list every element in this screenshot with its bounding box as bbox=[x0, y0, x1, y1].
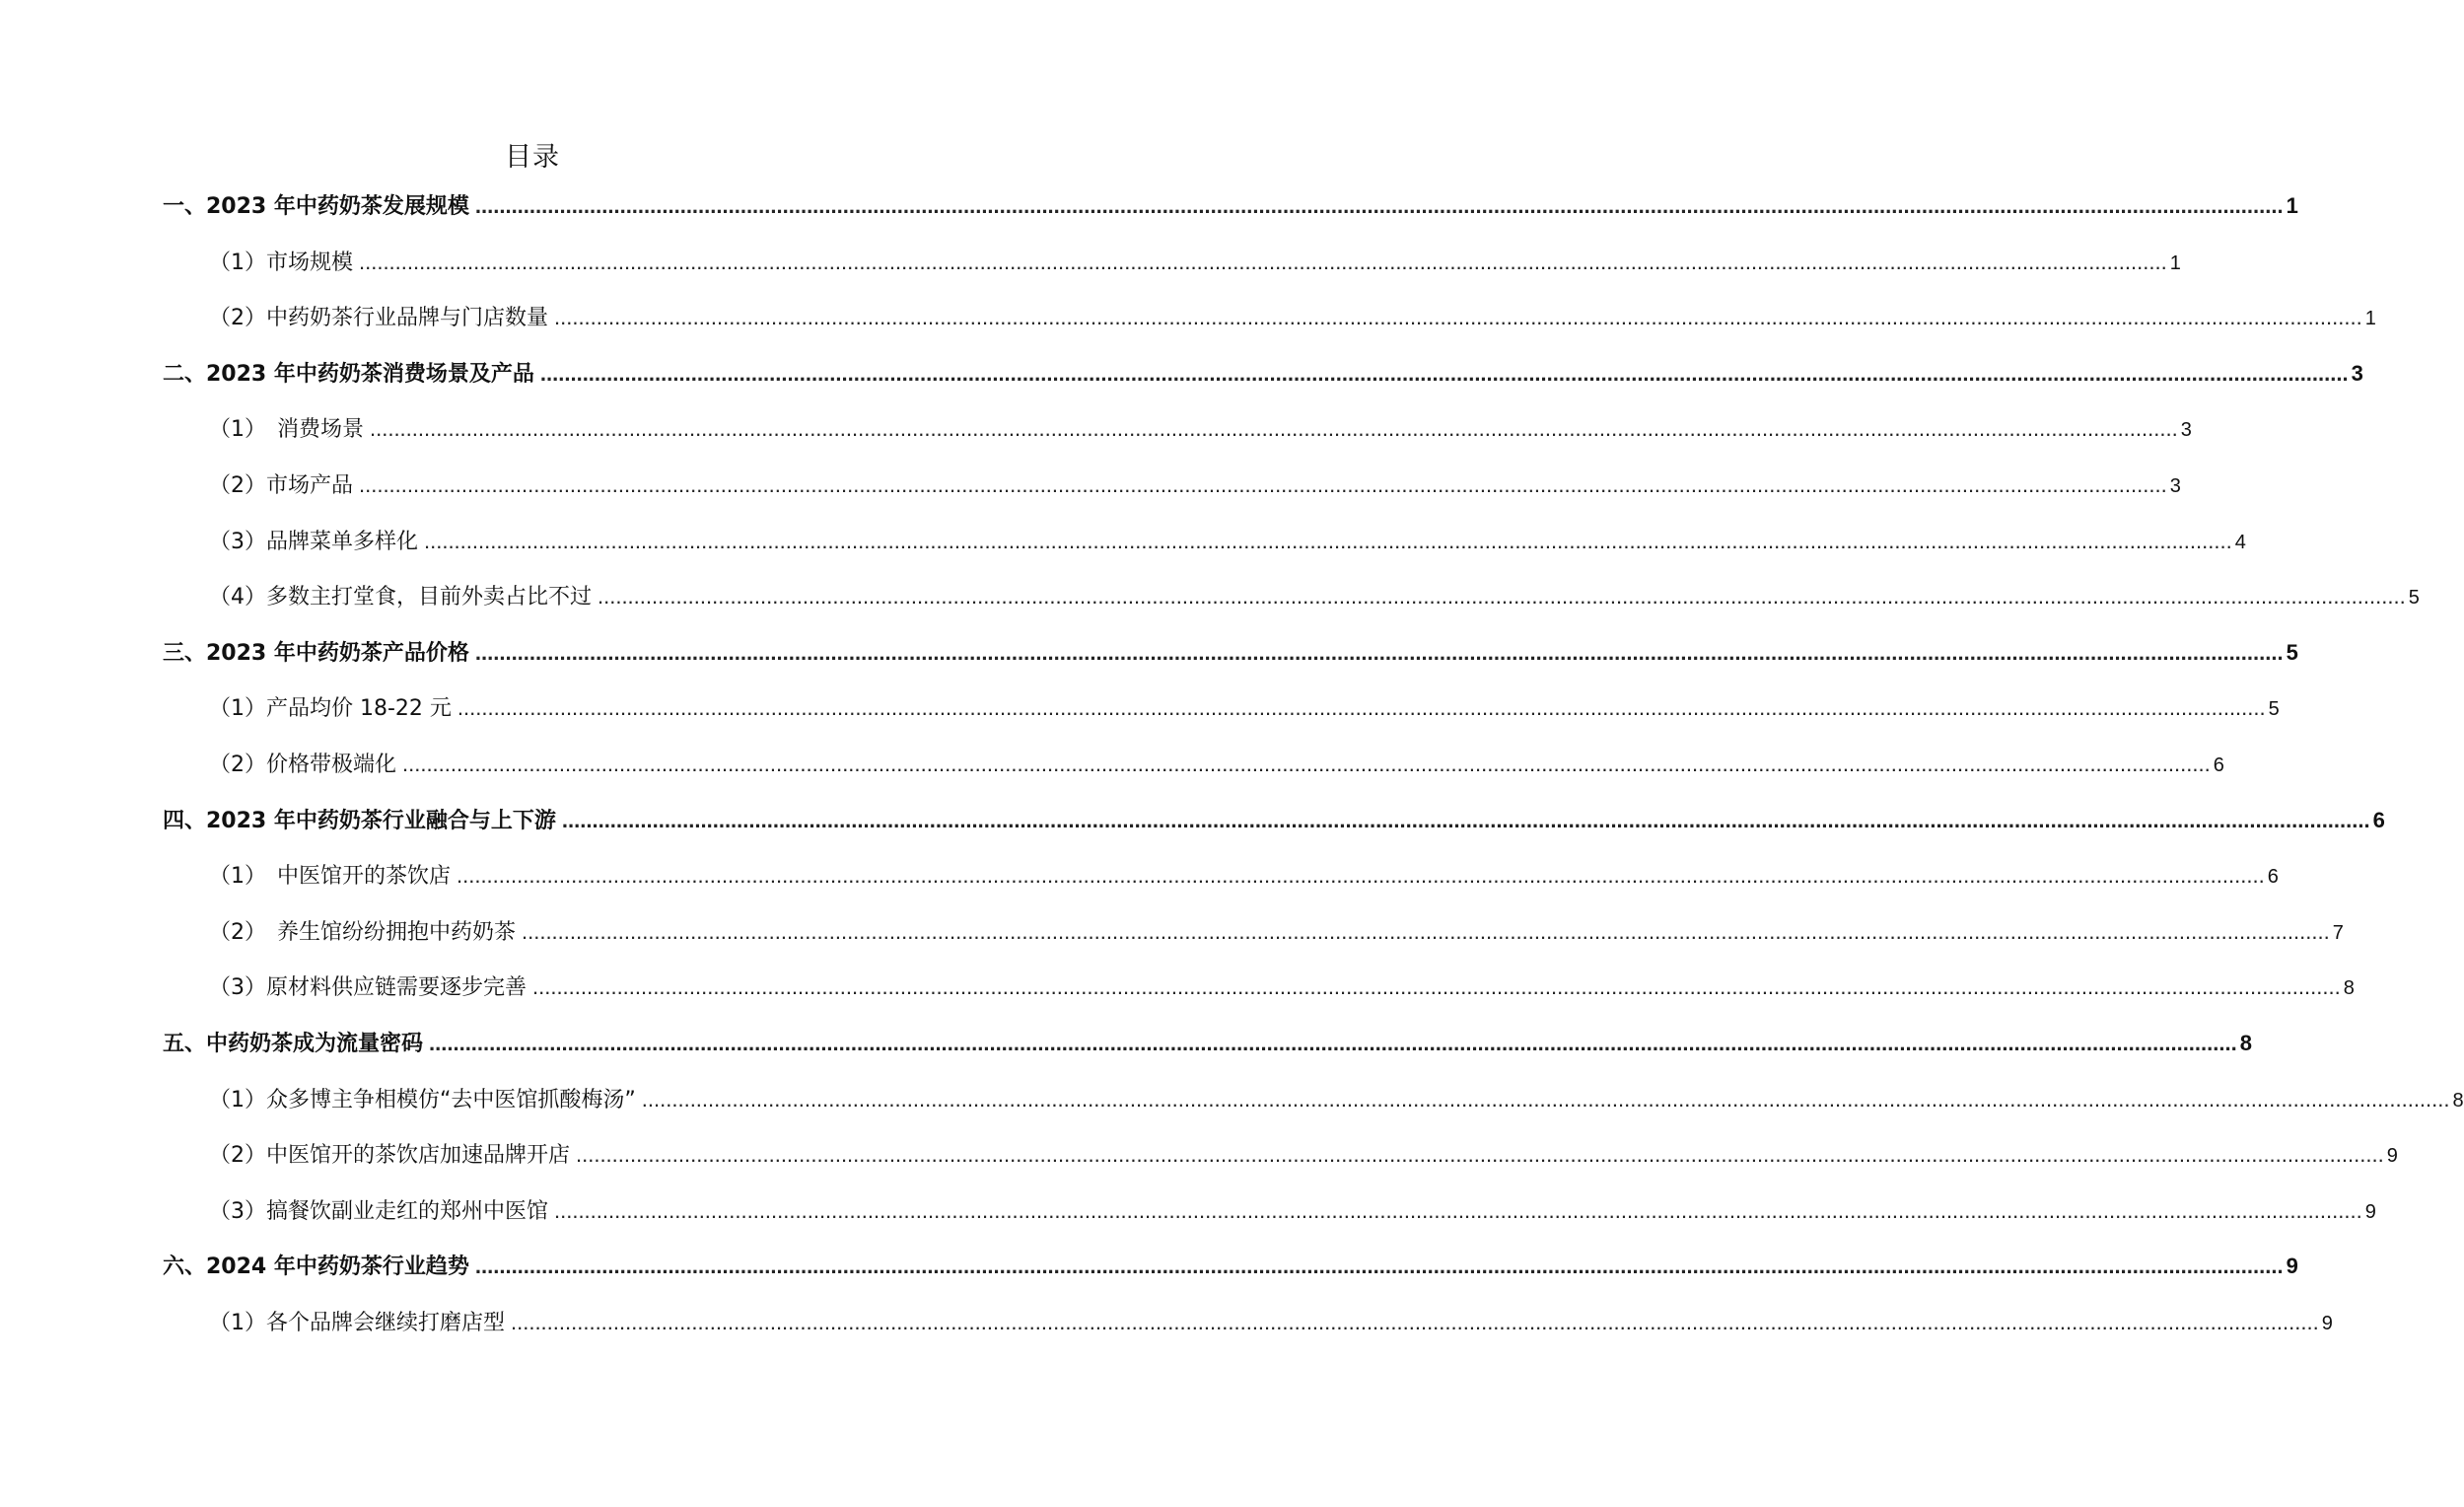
toc-entry-label: （2）市场产品 bbox=[209, 473, 353, 498]
toc-page-number: 8 bbox=[2239, 1031, 2252, 1055]
dot-leader: ............................................................................................................................................................................................................................................................................................................ bbox=[474, 639, 2284, 665]
toc-subsection-entry[interactable] bbox=[209, 577, 2420, 616]
toc-entry-label: （1）产品均价 18-22 元 bbox=[209, 696, 452, 722]
toc-page-number: 9 bbox=[2364, 1200, 2376, 1223]
toc-entry-label: （1）众多博主争相模仿“去中医馆抓酸梅汤” bbox=[209, 1087, 636, 1112]
toc-entry-label: （1）各个品牌会继续打磨店型 bbox=[209, 1311, 505, 1335]
dot-leader: ............................................................................................................................................................................................................................................................................................................ bbox=[532, 974, 2341, 1000]
toc-page-number: 9 bbox=[2286, 1254, 2298, 1279]
toc-subsection-entry[interactable] bbox=[209, 466, 2181, 505]
toc-entry-label: （4）多数主打堂食，目前外卖占比不过 bbox=[209, 585, 592, 610]
toc-entry-label: 六、2024 年中药奶茶行业趋势 bbox=[163, 1255, 469, 1280]
toc-page-number: 6 bbox=[2372, 807, 2385, 832]
toc-entry-label: 四、2023 年中药奶茶行业融合与上下游 bbox=[163, 808, 556, 833]
dot-leader: ............................................................................................................................................................................................................................................................................................................ bbox=[522, 918, 2330, 944]
toc-subsection-entry[interactable] bbox=[209, 522, 2246, 561]
toc-entry-label: （2） 养生馆纷纷拥抱中药奶茶 bbox=[209, 919, 516, 945]
page-title: 目录 bbox=[505, 142, 560, 173]
dot-leader: ............................................................................................................................................................................................................................................................................................................ bbox=[561, 807, 2370, 832]
dot-leader: ............................................................................................................................................................................................................................................................................................................ bbox=[359, 472, 2167, 497]
toc-subsection-entry[interactable] bbox=[209, 1135, 2398, 1175]
dot-leader: ............................................................................................................................................................................................................................................................................................................ bbox=[457, 863, 2265, 889]
toc-page-number: 8 bbox=[2452, 1089, 2464, 1112]
dot-leader: ............................................................................................................................................................................................................................................................................................................ bbox=[359, 249, 2167, 274]
toc-subsection-entry[interactable] bbox=[209, 1080, 2464, 1119]
toc-entry-label: （2）价格带极端化 bbox=[209, 753, 396, 777]
toc-entry-label: （2）中药奶茶行业品牌与门店数量 bbox=[209, 306, 548, 331]
toc-page-number: 6 bbox=[2213, 754, 2224, 776]
dot-leader: ............................................................................................................................................................................................................................................................................................................ bbox=[370, 416, 2178, 442]
toc-page-number: 4 bbox=[2234, 531, 2246, 553]
toc-section-entry[interactable] bbox=[163, 801, 2385, 840]
toc-subsection-entry[interactable] bbox=[209, 688, 2280, 728]
dot-leader: ............................................................................................................................................................................................................................................................................................................ bbox=[539, 360, 2349, 386]
toc-subsection-entry[interactable] bbox=[209, 745, 2224, 784]
toc-page-number: 5 bbox=[2408, 587, 2420, 610]
toc-section-entry[interactable] bbox=[163, 1024, 2252, 1063]
toc-subsection-entry[interactable] bbox=[209, 1303, 2333, 1342]
dot-leader: ............................................................................................................................................................................................................................................................................................................ bbox=[402, 752, 2211, 776]
toc-entry-label: （3）原材料供应链需要逐步完善 bbox=[209, 975, 527, 1001]
toc-section-entry[interactable] bbox=[163, 186, 2298, 226]
dot-leader: ............................................................................................................................................................................................................................................................................................................ bbox=[429, 1031, 2237, 1055]
toc-subsection-entry[interactable] bbox=[209, 243, 2181, 282]
toc-subsection-entry[interactable] bbox=[209, 856, 2279, 896]
dot-leader: ............................................................................................................................................................................................................................................................................................................ bbox=[424, 528, 2232, 553]
toc-entry-label: 五、中药奶茶成为流量密码 bbox=[163, 1032, 424, 1056]
toc-page-number: 9 bbox=[2386, 1145, 2398, 1168]
toc-entry-label: （1） 消费场景 bbox=[209, 417, 364, 443]
toc-page-number: 5 bbox=[2286, 639, 2298, 665]
toc-page-number: 9 bbox=[2321, 1313, 2333, 1334]
toc-page-number: 1 bbox=[2364, 308, 2376, 330]
toc-entry-label: （2）中医馆开的茶饮店加速品牌开店 bbox=[209, 1143, 570, 1169]
toc-entry-label: （3）品牌菜单多样化 bbox=[209, 529, 418, 554]
toc-page-number: 5 bbox=[2268, 698, 2280, 721]
dot-leader: ............................................................................................................................................................................................................................................................................................................ bbox=[641, 1086, 2450, 1112]
dot-leader: ............................................................................................................................................................................................................................................................................................................ bbox=[511, 1310, 2319, 1334]
dot-leader: ............................................................................................................................................................................................................................................................................................................ bbox=[474, 193, 2284, 218]
toc-subsection-entry[interactable] bbox=[209, 912, 2344, 952]
toc-section-entry[interactable] bbox=[163, 1247, 2298, 1286]
toc-entry-label: （1）市场规模 bbox=[209, 250, 353, 275]
toc-page-number: 1 bbox=[2286, 193, 2298, 218]
toc-page-number: 3 bbox=[2351, 360, 2363, 386]
dot-leader: ............................................................................................................................................................................................................................................................................................................ bbox=[554, 1197, 2362, 1223]
dot-leader: ............................................................................................................................................................................................................................................................................................................ bbox=[474, 1254, 2284, 1279]
dot-leader: ............................................................................................................................................................................................................................................................................................................ bbox=[598, 584, 2406, 610]
toc-page-number: 8 bbox=[2343, 977, 2355, 1000]
toc-entry-label: 三、2023 年中药奶茶产品价格 bbox=[163, 640, 469, 666]
toc-page-number: 1 bbox=[2169, 251, 2181, 274]
dot-leader: ............................................................................................................................................................................................................................................................................................................ bbox=[576, 1142, 2384, 1168]
toc-entry-label: 二、2023 年中药奶茶消费场景及产品 bbox=[163, 361, 534, 387]
toc-section-entry[interactable] bbox=[163, 633, 2298, 673]
toc-subsection-entry[interactable] bbox=[209, 409, 2192, 449]
dot-leader: ............................................................................................................................................................................................................................................................................................................ bbox=[457, 695, 2266, 721]
toc-entry-label: （1） 中医馆开的茶饮店 bbox=[209, 864, 451, 890]
toc-entry-label: （3）搞餐饮副业走红的郑州中医馆 bbox=[209, 1198, 548, 1224]
toc-page-number: 3 bbox=[2169, 475, 2181, 497]
toc-page-number: 6 bbox=[2267, 866, 2279, 889]
toc-entry-label: 一、2023 年中药奶茶发展规模 bbox=[163, 194, 469, 219]
toc-subsection-entry[interactable] bbox=[209, 968, 2355, 1007]
toc-subsection-entry[interactable] bbox=[209, 1191, 2376, 1231]
toc-subsection-entry[interactable] bbox=[209, 298, 2376, 337]
dot-leader: ............................................................................................................................................................................................................................................................................................................ bbox=[554, 305, 2362, 330]
toc-page-number: 3 bbox=[2180, 419, 2192, 442]
toc-section-entry[interactable] bbox=[163, 354, 2363, 394]
toc-page-number: 7 bbox=[2332, 921, 2344, 944]
